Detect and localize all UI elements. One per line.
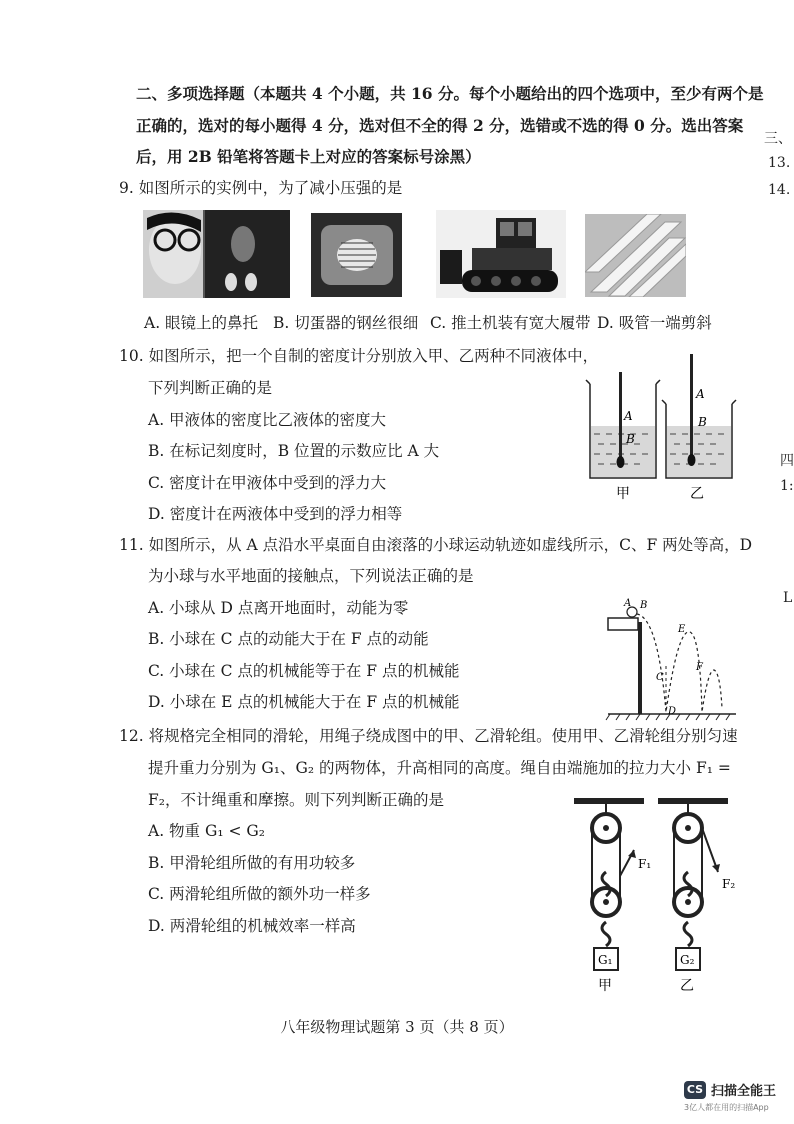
q9-option-d: D. 吸管一端剪斜 [597,314,712,332]
q11-option-c: C. 小球在 C 点的机械能等于在 F 点的机械能 [148,662,460,680]
q12-option-c: C. 两滑轮组所做的额外功一样多 [148,885,371,903]
margin-q14: 14. [768,182,791,198]
q10-option-b: B. 在标记刻度时，B 位置的示数应比 A 大 [148,442,440,460]
q12-stem-line1: 12. 将规格完全相同的滑轮，用绳子绕成图中的甲、乙滑轮组。使用甲、乙滑轮组分别匀速 [119,727,738,745]
q10-fig-right-mark-a: A [696,387,705,401]
q10-stem-line1: 10. 如图所示，把一个自制的密度计分别放入甲、乙两种不同液体中， [119,347,599,365]
q12-option-d: D. 两滑轮组的机械效率一样高 [148,917,356,935]
q10-option-d: D. 密度计在两液体中受到的浮力相等 [148,505,403,523]
section2-heading-line3: 后，用 2B 铅笔将答题卡上对应的答案标号涂黑） [136,147,481,166]
scanner-watermark [684,1080,777,1112]
q12-stem-line2: 提升重力分别为 G₁、G₂ 的两物体，升高相同的高度。绳自由端施加的拉力大小 F₁ = [148,759,731,777]
q12-fig-g1: G₁ [598,953,613,967]
q9-stem: 9. 如图所示的实例中，为了减小压强的是 [119,179,403,197]
q9-option-a: A. 眼镜上的鼻托 [144,314,259,332]
margin-q1x: 1: [780,478,794,494]
q12-option-b: B. 甲滑轮组所做的有用功较多 [148,854,356,872]
q10-fig-left-mark-a: A [624,409,633,423]
q11-fig-label-d: D [668,706,677,717]
camscanner-logo: CS [684,1081,706,1099]
q10-fig-right-mark-b: B [698,415,707,429]
margin-fragment-l: L [783,590,793,606]
q9-photo-straws [585,214,686,297]
q11-fig-label-e: E [678,624,686,635]
q10-option-c: C. 密度计在甲液体中受到的浮力大 [148,474,387,492]
q10-hydrometer-figure [584,350,744,510]
q11-option-a: A. 小球从 D 点离开地面时，动能为零 [148,599,409,617]
q12-pulley-figure [572,796,752,996]
q9-photo-bulldozer [436,210,566,298]
section2-heading-line1: 二、多项选择题（本题共 4 个小题，共 16 分。每个小题给出的四个选项中，至少有两个是 [136,84,764,103]
margin-section3: 三、 [764,131,792,147]
camscanner-title: 扫描全能王 [711,1084,777,1099]
q10-fig-left-label: 甲 [616,486,630,502]
q11-fig-label-c: C [656,672,664,683]
page-footer: 八年级物理试题第 3 页（共 8 页） [280,1018,514,1036]
q10-option-a: A. 甲液体的密度比乙液体的密度大 [148,411,387,429]
q9-photo-glasses [143,210,290,298]
q9-photo-egg-slicer [311,213,402,297]
q12-fig-f1: F₁ [638,857,652,871]
q12-option-a: A. 物重 G₁ < G₂ [148,822,266,840]
q12-fig-right-label: 乙 [680,978,694,994]
q12-stem-line3: F₂，不计绳重和摩擦。则下列判断正确的是 [148,791,444,809]
camscanner-subtitle: 3亿人都在用的扫描App [684,1103,769,1112]
margin-section4: 四 [780,453,794,469]
section2-heading-line2: 正确的，选对的每小题得 4 分，选对但不全的得 2 分，选错或不选的得 0 分。选出答案 [136,116,744,135]
q11-stem-line2: 为小球与水平地面的接触点，下列说法正确的是 [148,567,474,585]
q12-fig-left-label: 甲 [598,978,612,994]
q10-stem-line2: 下列判断正确的是 [148,379,273,397]
q11-fig-label-b: B [640,600,648,611]
q10-fig-right-label: 乙 [690,486,704,502]
q11-option-b: B. 小球在 C 点的动能大于在 F 点的动能 [148,630,429,648]
q9-option-b: B. 切蛋器的钢丝很细 [273,314,419,332]
q10-fig-left-mark-b: B [626,432,635,446]
q9-option-c: C. 推土机装有宽大履带 [430,314,591,332]
margin-q13: 13. [768,155,791,171]
q11-stem-line1: 11. 如图所示，从 A 点沿水平桌面自由滚落的小球运动轨迹如虚线所示，C、F 两处等高，D [119,536,753,554]
q11-option-d: D. 小球在 E 点的机械能大于在 F 点的机械能 [148,693,460,711]
q11-fig-label-f: F [696,662,703,673]
q12-fig-f2: F₂ [722,877,736,891]
q11-fig-label-a: A [624,598,632,609]
q11-trajectory-figure [604,592,744,722]
q12-fig-g2: G₂ [680,953,695,967]
